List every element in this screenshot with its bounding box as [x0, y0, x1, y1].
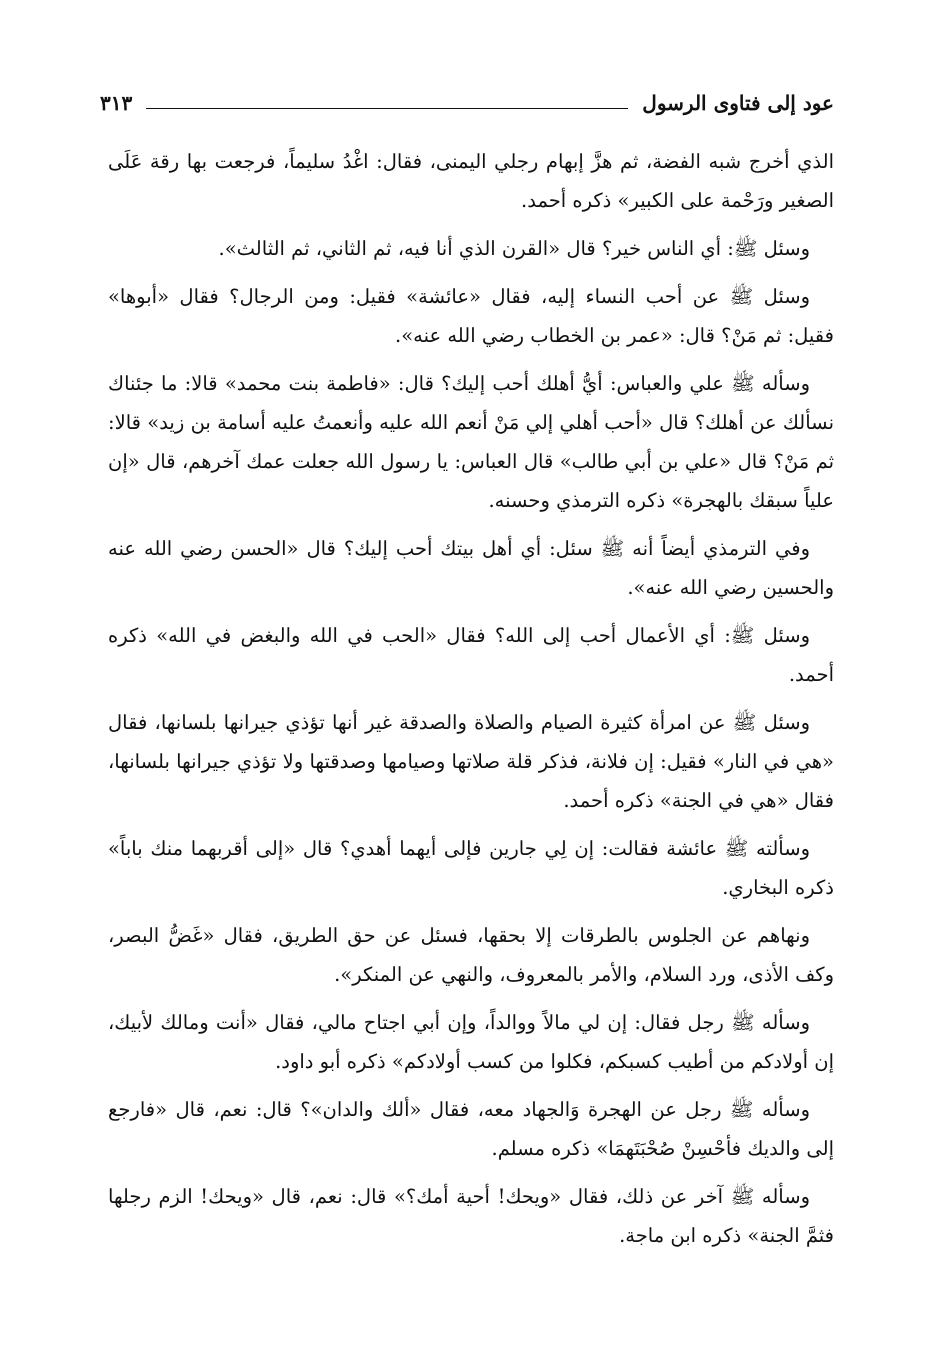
page-header	[100, 86, 834, 120]
paragraph: وسأله ﷺ رجل فقال: إن لي مالاً ووالداً، وإن أبي اجتاح مالي، فقال «أنت ومالك لأبيك، إن أولادكم من أطيب كسبكم، فكلوا من كسب أولادكم» ذكره أبو داود.	[108, 1011, 834, 1073]
paragraph: وسأله ﷺ آخر عن ذلك، فقال «ويحك! أحية أمك؟» قال: نعم، قال «ويحك! الزم رجلها فثمَّ الجنة» ذكره ابن ماجة.	[108, 1185, 834, 1247]
paragraph: وسأله ﷺ علي والعباس: أيُّ أهلك أحب إليك؟ قال: «فاطمة بنت محمد» قالا: ما جئناك نسألك عن أهلك؟ قال «أحب أهلي إلي مَنْ أنعم الله عليه وأنعمتُ عليه أسامة بن زيد» قالا: ثم مَنْ؟ قال «علي بن أبي طالب» قال العباس: يا رسول الله جعلت عمك آخرهم، قال «إن علياً سبقك بالهجرة» ذكره الترمذي وحسنه.	[108, 372, 834, 512]
paragraph: الذي أخرج شبه الفضة، ثم هزَّ إبهام رجلي اليمنى، فقال: اغْدُ سليماً، فرجعت بها رقة عَلَى الصغير ورَحْمة على الكبير» ذكره أحمد.	[108, 150, 834, 212]
paragraph: وسأله ﷺ رجل عن الهجرة وَالجهاد معه، فقال «ألك والدان»؟ قال: نعم، قال «فارجع إلى والديك فأحْسِنْ صُحْبَتَهمَا» ذكره مسلم.	[108, 1098, 834, 1160]
header-rule	[146, 108, 628, 109]
paragraph: وفي الترمذي أيضاً أنه ﷺ سئل: أي أهل بيتك أحب إليك؟ قال «الحسن رضي الله عنه والحسين رضي الله عنه».	[108, 537, 834, 599]
paragraph: وسئل ﷺ: أي الناس خير؟ قال «القرن الذي أنا فيه، ثم الثاني، ثم الثالث».	[218, 237, 810, 260]
paragraph: وسئل ﷺ: أي الأعمال أحب إلى الله؟ فقال «الحب في الله والبغض في الله» ذكره أحمد.	[108, 624, 834, 686]
running-title: عود إلى فتاوى الرسول	[642, 91, 834, 115]
page-number: ٣١٣	[100, 91, 133, 115]
page-body	[108, 142, 834, 1264]
paragraph: وسألته ﷺ عائشة فقالت: إن لِي جارين فإلى أيهما أهدي؟ قال «إلى أقربهما منك باباً» ذكره البخاري.	[108, 837, 834, 899]
paragraph: ونهاهم عن الجلوس بالطرقات إلا بحقها، فسئل عن حق الطريق، فقال «غَضُّ البصر، وكف الأذى، ورد السلام، والأمر بالمعروف، والنهي عن المنكر».	[108, 924, 834, 986]
paragraph: وسئل ﷺ عن أحب النساء إليه، فقال «عائشة» فقيل: ومن الرجال؟ فقال «أبوها» فقيل: ثم مَنْ؟ قال: «عمر بن الخطاب رضي الله عنه».	[108, 285, 834, 347]
paragraph: وسئل ﷺ عن امرأة كثيرة الصيام والصلاة والصدقة غير أنها تؤذي جيرانها بلسانها، فقال «هي في النار» فقيل: إن فلانة، فذكر قلة صلاتها وصيامها وصدقتها ولا تؤذي جيرانها بلسانها، فقال «هي في الجنة» ذكره أحمد.	[108, 711, 834, 812]
